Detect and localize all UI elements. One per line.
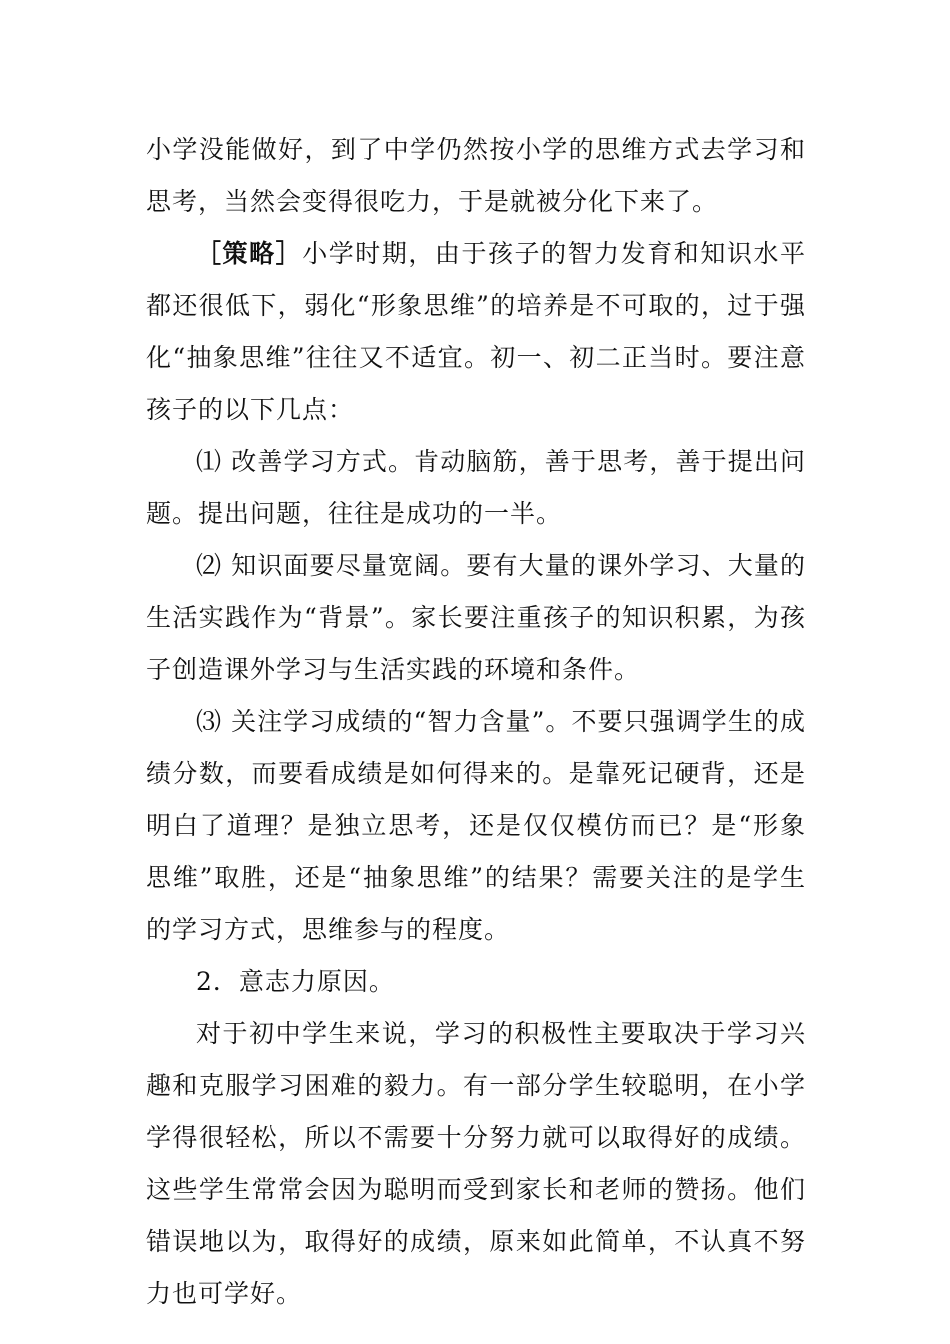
strategy-text: 小学时期，由于孩子的智力发育和知识水平都还很低下，弱化“形象思维”的培养是不可取的，过于强化“抽象思维”往往又不适宜。初一、初二正当时。要注意孩子的以下几点： <box>146 239 806 424</box>
strategy-label: ［策略］ <box>196 239 303 268</box>
paragraph-point-2: ⑵ 知识面要尽量宽阔。要有大量的课外学习、大量的生活实践作为“背景”。家长要注重孩子的知识积累，为孩子创造课外学习与生活实践的环境和条件。 <box>146 551 806 684</box>
paragraph-continuation: 小学没能做好，到了中学仍然按小学的思维方式去学习和思考，当然会变得很吃力，于是就被分化下来了。 <box>146 135 806 216</box>
document-body <box>146 124 806 1320</box>
paragraph-point-1: ⑴ 改善学习方式。肯动脑筋，善于思考，善于提出问题。提出问题，往往是成功的一半。 <box>146 447 806 528</box>
paragraph-willpower: 对于初中学生来说，学习的积极性主要取决于学习兴趣和克服学习困难的毅力。有一部分学生较聪明，在小学学得很轻松，所以不需要十分努力就可以取得好的成绩。这些学生常常会因为聪明而受到家长和老师的赞扬。他们错误地以为，取得好的成绩，原来如此简单，不认真不努力也可学好。 <box>146 1019 806 1308</box>
paragraph-strategy <box>146 228 806 436</box>
section-heading: 2．意志力原因。 <box>196 967 395 996</box>
paragraph-point-3: ⑶ 关注学习成绩的“智力含量”。不要只强调学生的成绩分数，而要看成绩是如何得来的。是靠死记硬背，还是明白了道理？是独立思考，还是仅仅模仿而已？是“形象思维”取胜，还是“抽象思维”的结果？需要关注的是学生的学习方式，思维参与的程度。 <box>146 707 806 944</box>
